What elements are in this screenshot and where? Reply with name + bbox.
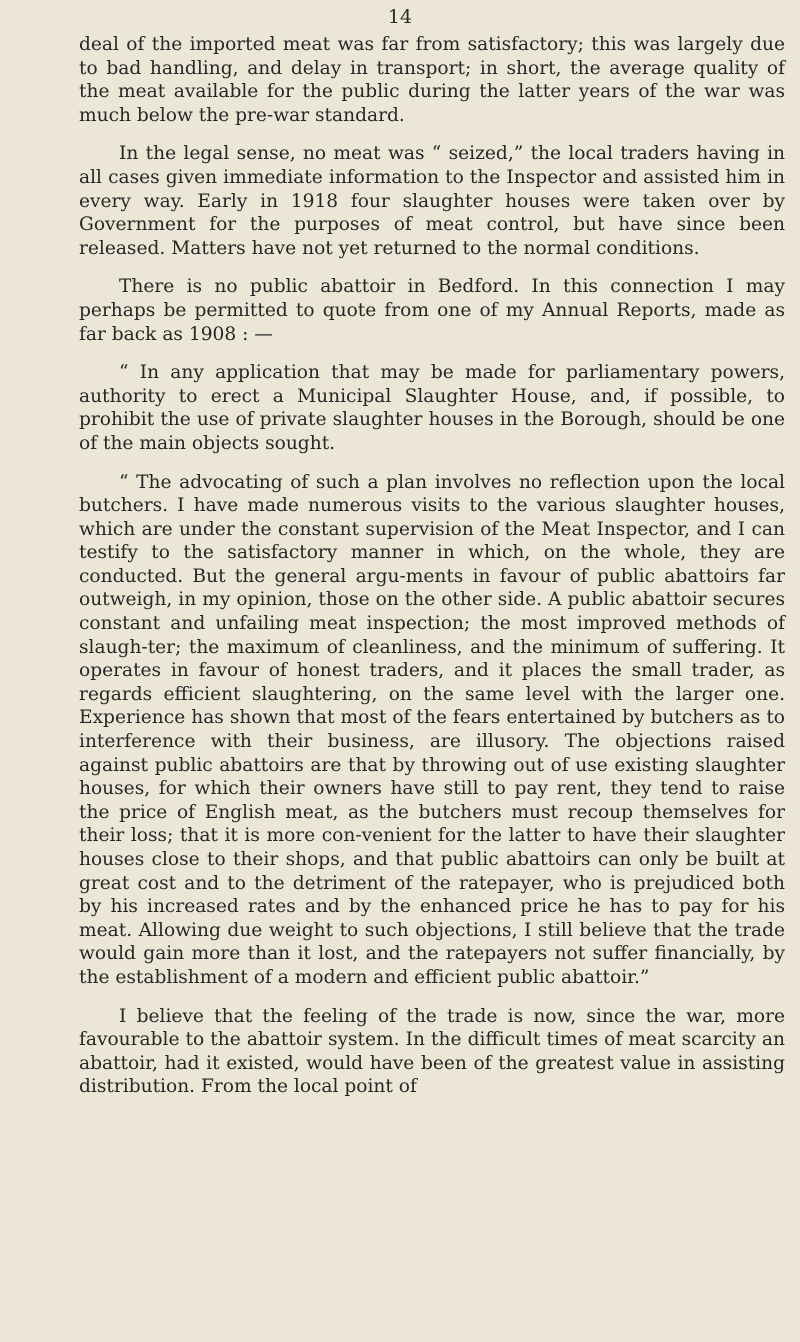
paragraph-quote-application: “ In any application that may be made for parliamentary powers, authority to erect a Municipal Slaughter House, and, if possible, to prohibit the use of private slaughter houses in the Borough, should be one of the main objects sought.: [79, 362, 785, 454]
paragraph-trade-feeling: I believe that the feeling of the trade is now, since the war, more favourable to the abattoir system. In the difficult times of meat scarcity an abattoir, had it existed, would have been of the greatest value in assisting distribution. From the local point of: [79, 1005, 785, 1098]
body-text: [79, 33, 785, 1114]
paragraph-continuation: deal of the imported meat was far from satisfactory; this was largely due to bad handling, and delay in transport; in short, the average quality of the meat available for the public during the latter years of the war was much below the pre-war standard.: [79, 34, 785, 126]
page-number: 14: [387, 6, 413, 28]
paragraph-abattoir-intro: There is no public abattoir in Bedford. In this connection I may perhaps be permitted to quote from one of my Annual Reports, made as far back as 1908 : —: [79, 276, 785, 345]
paragraph-quote-advocating: “ The advocating of such a plan involves no reflection upon the local butchers. I have made numerous visits to the various slaughter houses, which are under the constant supervision of the Meat Inspector, and I can testify to the satisfactory manner in which, on the whole, they are conducted. But the general argu-ments in favour of public abattoirs far outweigh, in my opinion, those on the other side. A public abattoir secures constant and unfailing meat inspection; the most improved methods of slaugh-ter; the maximum of cleanliness, and the minimum of suffering. It operates in favour of honest traders, and it places the small trader, as regards efficient slaughtering, on the same level with the larger one. Experience has shown that most of the fears entertained by butchers as to interference with their business, are illusory. The objections raised against public abattoirs are that by throwing out of use existing slaughter houses, for which their owners have still to pay rent, they tend to raise the price of English meat, as the butchers must recoup themselves for their loss; that it is more con-venient for the latter to have their slaughter houses close to their shops, and that public abattoirs can only be built at great cost and to the detriment of the ratepayer, who is prejudiced both by his increased rates and by the enhanced price he has to pay for his meat. Allowing due weight to such objections, I still believe that the trade would gain more than it lost, and the ratepayers not suffer financially, by the establishment of a modern and efficient public abattoir.”: [79, 471, 785, 988]
paragraph-meat-seizure: In the legal sense, no meat was “ seized,” the local traders having in all cases given immediate information to the Inspector and assisted him in every way. Early in 1918 four slaughter houses were taken over by Government for the purposes of meat control, but have since been released. Matters have not yet returned to the normal conditions.: [79, 143, 785, 259]
